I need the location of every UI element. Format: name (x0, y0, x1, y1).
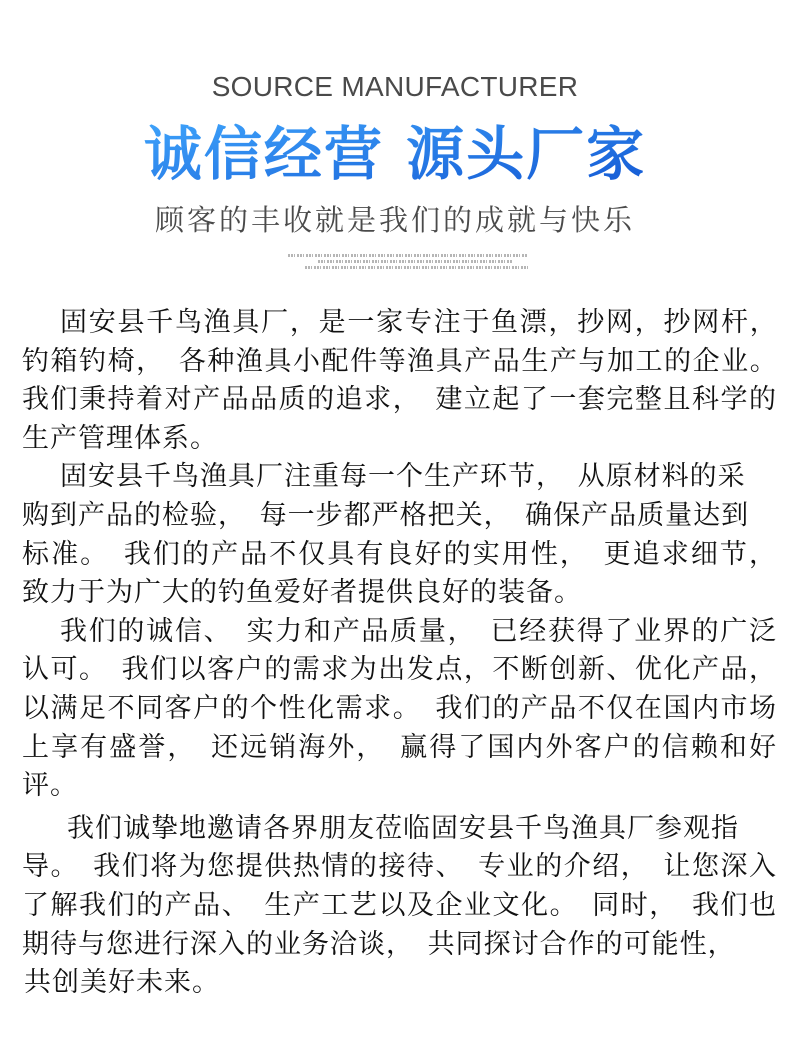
main-heading-wrapper (0, 121, 790, 196)
intro-line: 我们秉持着对产品品质的追求， 建立起了一套完整且科学的 (22, 384, 777, 416)
decorative-microtext-line (318, 260, 513, 263)
intro-line: 我们的诚信、 实力和产品质量， 已经获得了业界的广泛 (60, 615, 777, 647)
intro-line: 认可。 我们以客户的需求为出发点，不断创新、优化产品， (22, 654, 777, 686)
intro-line: 期待与您进行深入的业务洽谈， 共同探讨合作的可能性， (22, 928, 736, 960)
intro-paragraph-3 (22, 613, 777, 806)
intro-paragraph-4 (22, 810, 777, 1003)
decorative-microtext-line (305, 266, 528, 269)
intro-paragraph-1 (22, 304, 777, 458)
intro-paragraph-2 (22, 458, 777, 612)
intro-line: 生产管理体系。 (22, 422, 218, 454)
company-introduction (22, 304, 777, 1003)
intro-line: 标准。 我们的产品不仅具有良好的实用性， 更追求细节， (22, 538, 777, 570)
intro-line: 上享有盛誉， 还远销海外， 赢得了国内外客户的信赖和好 (22, 731, 777, 763)
intro-line: 钓箱钓椅， 各种渔具小配件等渔具产品生产与加工的企业。 (22, 345, 777, 377)
intro-line: 致力于为广大的钓鱼爱好者提供良好的装备。 (22, 577, 582, 609)
english-heading: SOURCE MANUFACTURER (211, 71, 579, 102)
intro-line: 导。 我们将为您提供热情的接待、 专业的介绍， 让您深入 (22, 851, 777, 883)
intro-line: 固安县千鸟渔具厂注重每一个生产环节， 从原材料的采 (60, 461, 746, 493)
intro-line: 购到产品的检验， 每一步都严格把关， 确保产品质量达到 (22, 499, 750, 531)
slogan: 顾客的丰收就是我们的成就与快乐 (154, 203, 635, 237)
decorative-microtext-line (288, 254, 528, 257)
intro-line: 以满足不同客户的个性化需求。 我们的产品不仅在国内市场 (22, 692, 777, 724)
intro-line: 固安县千鸟渔具厂，是一家专注于鱼漂，抄网，抄网杆， (60, 307, 777, 338)
intro-line: 评。 (22, 770, 78, 802)
intro-line: 我们诚挚地邀请各界朋友莅临固安县千鸟渔具厂参观指 (67, 812, 739, 844)
intro-line: 了解我们的产品、 生产工艺以及企业文化。 同时， 我们也 (22, 889, 777, 921)
main-heading: 诚信经营 源头厂家 (143, 120, 647, 188)
intro-line: 共创美好未来。 (24, 967, 220, 999)
